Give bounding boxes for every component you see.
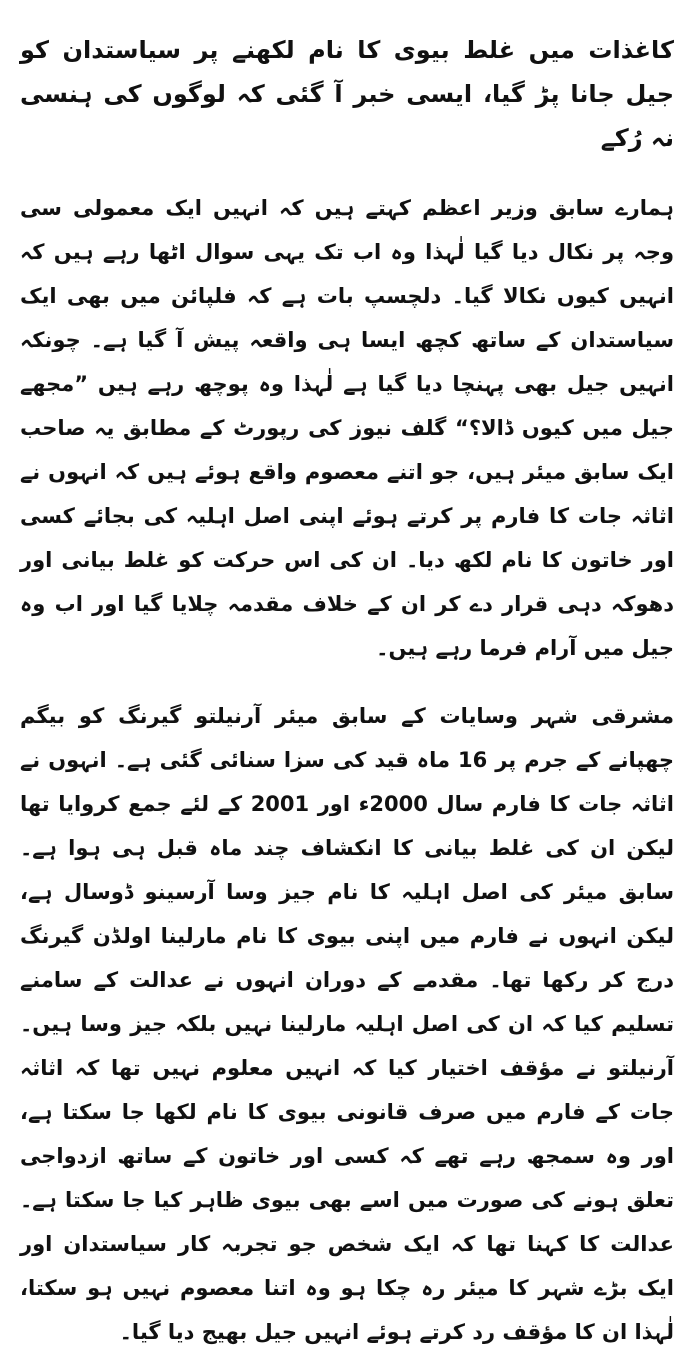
article-paragraph-1: ہمارے سابق وزیر اعظم کہتے ہیں کہ انہیں ایک معمولی سی وجہ پر نکال دیا گیا لٰہذا وہ اب تک یہی سوال اٹھا رہے ہیں کہ انہیں کیوں نکالا گیا۔ دلچسپ بات ہے کہ فلپائن میں بھی ایک سیاستدان کے ساتھ کچھ ایسا ہی واقعہ پیش آ گیا ہے۔ چونکہ انہیں جیل بھی پہنچا دیا گیا ہے لٰہذا وہ پوچھ رہے ہیں ”مجھے جیل میں کیوں ڈالا؟“ گلف نیوز کی رپورٹ کے مطابق یہ صاحب ایک سابق میئر ہیں، جو اتنے معصوم واقع ہوئے ہیں کہ انہوں نے اثاثہ جات کا فارم پر کرتے ہوئے اپنی اصل اہلیہ کی بجائے کسی اور خاتون کا نام لکھ دیا۔ ان کی اس حرکت کو غلط بیانی اور دھوکہ دہی قرار دے کر ان کے خلاف مقدمہ چلایا گیا اور اب وہ جیل میں آرام فرما رہے ہیں۔ (20, 196, 674, 660)
article-paragraph-2: مشرقی شہر وسایات کے سابق میئر آرنیلتو گیرنگ کو بیگم چھپانے کے جرم پر 16 ماہ قید کی سزا سنائی گئی ہے۔ انہوں نے اثاثہ جات کا فارم سال 2000ء اور 2001 کے لئے جمع کروایا تھا لیکن ان کی غلط بیانی کا انکشاف چند ماہ قبل ہی ہوا ہے۔ سابق میئر کی اصل اہلیہ کا نام جیز وسا آرسینو ڈوسال ہے، لیکن انہوں نے فارم میں اپنی بیوی کا نام مارلینا اولڈن گیرنگ درج کر رکھا تھا۔ مقدمے کے دوران انہوں نے عدالت کے سامنے تسلیم کیا کہ ان کی اصل اہلیہ مارلینا نہیں بلکہ جیز وسا ہیں۔ آرنیلتو نے مؤقف اختیار کیا کہ انہیں معلوم نہیں تھا کہ اثاثہ جات کے فارم میں صرف قانونی بیوی کا نام لکھا جا سکتا ہے، اور وہ سمجھ رہے تھے کہ کسی اور خاتون کے ساتھ ازدواجی تعلق ہونے کی صورت میں اسے بھی بیوی ظاہر کیا جا سکتا ہے۔ عدالت کا کہنا تھا کہ ایک شخص جو تجربہ کار سیاستدان اور ایک بڑے شہر کا میئر رہ چکا ہو وہ اتنا معصوم نہیں ہو سکتا، لٰہذا ان کا مؤقف رد کرتے ہوئے انہیں جیل بھیج دیا گیا۔ (20, 704, 675, 1344)
article-headline: کاغذات میں غلط بیوی کا نام لکھنے پر سیاستدان کو جیل جانا پڑ گیا، ایسی خبر آ گئی کہ لوگوں کی ہنسی نہ رُکے (20, 36, 674, 152)
